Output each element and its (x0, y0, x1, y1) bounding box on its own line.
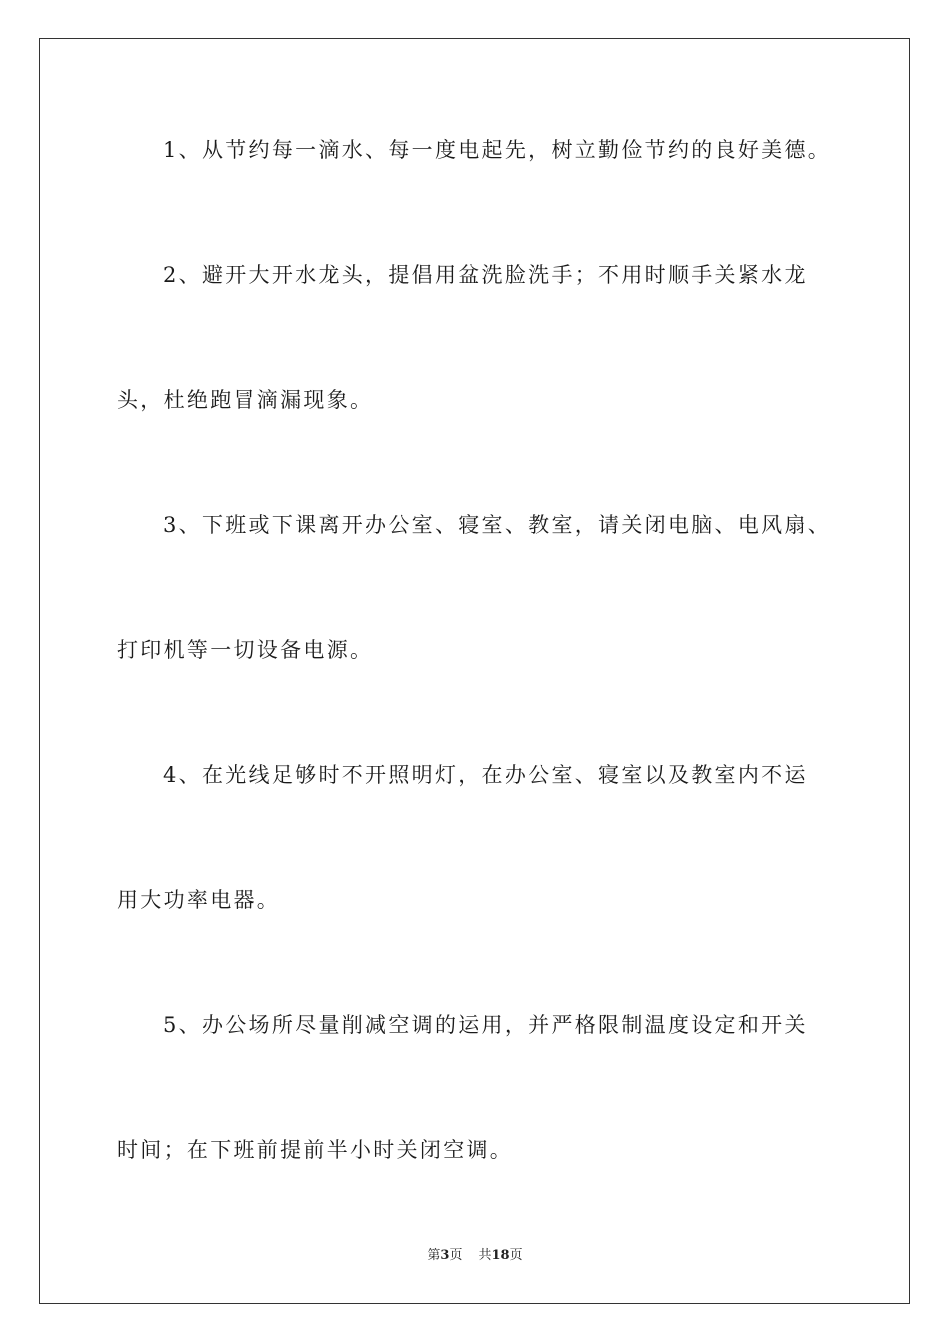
paragraph-1-line-1: 1、从节约每一滴水、每一度电起先，树立勤俭节约的良好美德。 (163, 138, 832, 162)
paragraph-3-line-1: 3、下班或下课离开办公室、寝室、教室，请关闭电脑、电风扇、 (163, 513, 832, 537)
paragraph-3-line-2: 打印机等一切设备电源。 (117, 638, 374, 662)
page-footer (0, 1246, 950, 1266)
total-pages: 18 (491, 1248, 510, 1263)
paragraph-2-line-2: 头，杜绝跑冒滴漏现象。 (117, 388, 374, 412)
paragraph-4-line-2: 用大功率电器。 (117, 888, 281, 912)
paragraph-2-line-1: 2、避开大开水龙头，提倡用盆洗脸洗手；不用时顺手关紧水龙 (163, 263, 808, 287)
total-prefix: 共 (478, 1248, 492, 1263)
page-number: 3 (440, 1248, 450, 1263)
paragraph-5-line-1: 5、办公场所尽量削减空调的运用，并严格限制温度设定和开关 (163, 1013, 808, 1037)
paragraph-5-line-2: 时间；在下班前提前半小时关闭空调。 (117, 1138, 514, 1162)
page-suffix: 页 (449, 1248, 463, 1263)
page-border (39, 38, 910, 1304)
total-suffix: 页 (509, 1248, 523, 1263)
paragraph-4-line-1: 4、在光线足够时不开照明灯，在办公室、寝室以及教室内不运 (163, 763, 808, 787)
page-prefix: 第 (427, 1248, 441, 1263)
